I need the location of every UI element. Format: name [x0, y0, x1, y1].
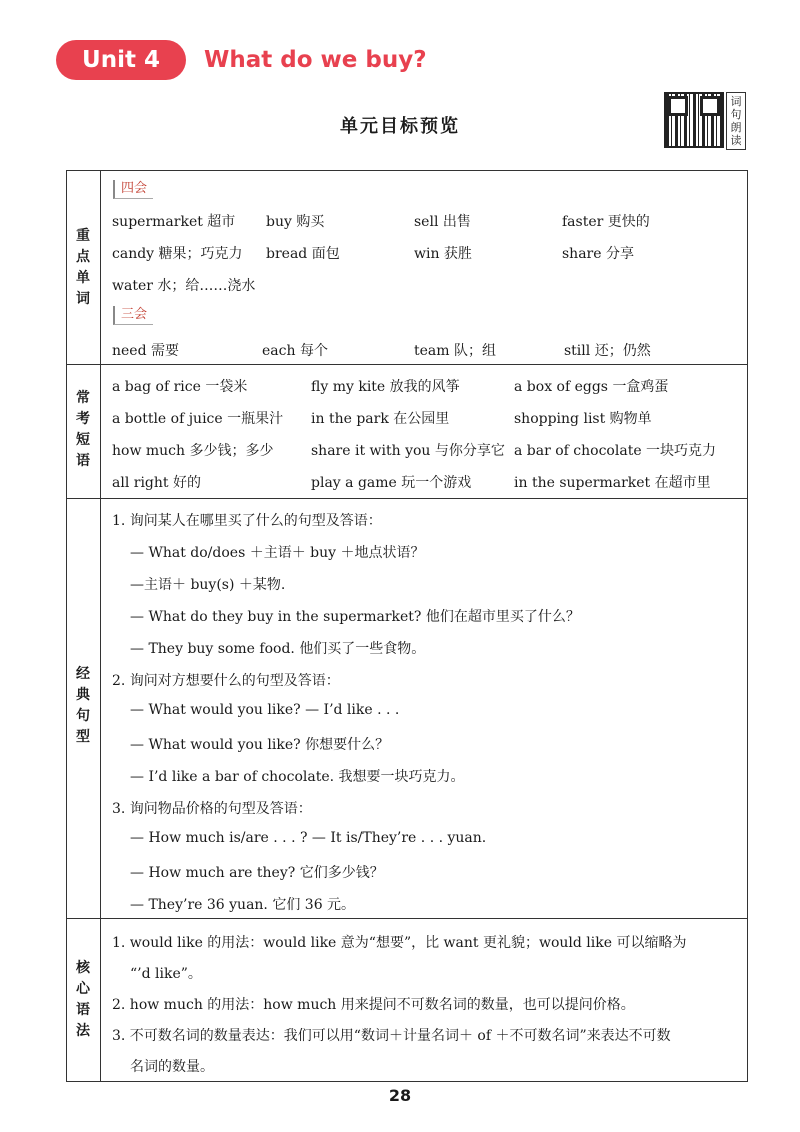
- sentence-heading: 3. 询问物品价格的句型及答语：: [112, 801, 312, 817]
- section-title: 单元目标预览: [340, 116, 460, 137]
- unit-title: What do we buy?: [204, 47, 427, 73]
- phrase-item: all right 好的: [112, 475, 201, 491]
- sentence-line: — What do they buy in the supermarket? 他们在超市里买了什么？: [130, 609, 580, 625]
- word-item: win 获胜: [414, 246, 472, 262]
- word-item: candy 糖果；巧克力: [112, 246, 243, 262]
- sentence-line: — What would you like? — I’d like . . .: [130, 702, 400, 718]
- column-divider: [100, 170, 101, 1082]
- word-item: water 水；给……浇水: [112, 278, 256, 294]
- phrase-item: a box of eggs 一盒鸡蛋: [514, 379, 669, 395]
- row-label-key-words: 重点单词: [76, 228, 90, 307]
- phrase-item: in the park 在公园里: [311, 411, 450, 427]
- page-number: 28: [388, 1086, 412, 1105]
- level3-tag: 三会: [113, 306, 153, 325]
- word-item: still 还；仍然: [564, 343, 651, 359]
- row-divider: [66, 364, 748, 365]
- phrase-item: shopping list 购物单: [514, 411, 652, 427]
- qr-label: 词句朗读: [726, 92, 746, 150]
- sentence-line: — What do/does ＋主语＋ buy ＋地点状语？: [130, 545, 425, 561]
- word-item: sell 出售: [414, 214, 471, 230]
- row-label-sentences: 经典句型: [76, 666, 90, 745]
- phrase-item: a bottle of juice 一瓶果汁: [112, 411, 284, 427]
- phrase-item: how much 多少钱；多少: [112, 443, 274, 459]
- word-item: share 分享: [562, 246, 634, 262]
- sentence-line: — How much are they? 它们多少钱？: [130, 865, 384, 881]
- unit-badge: Unit 4: [56, 40, 186, 80]
- phrase-item: in the supermarket 在超市里: [514, 475, 711, 491]
- sentence-heading: 2. 询问对方想要什么的句型及答语：: [112, 673, 340, 689]
- grammar-line: 1. would like 的用法：would like 意为“想要”，比 want 更礼貌；would like 可以缩略为: [112, 935, 687, 951]
- phrase-item: share it with you 与你分享它: [311, 443, 505, 459]
- sentence-line: — How much is/are . . . ? — It is/They’re . . . yuan.: [130, 830, 487, 846]
- word-item: team 队；组: [414, 343, 496, 359]
- level4-tag: 四会: [113, 180, 153, 199]
- phrase-item: a bag of rice 一袋米: [112, 379, 248, 395]
- word-item: bread 面包: [266, 246, 340, 262]
- grammar-line: 3. 不可数名词的数量表达：我们可以用“数词＋计量名词＋ of ＋不可数名词”来表达不可数: [112, 1028, 671, 1044]
- sentence-line: —主语＋ buy(s) ＋某物.: [130, 577, 286, 593]
- word-item: buy 购买: [266, 214, 325, 230]
- grammar-line: 名词的数量。: [130, 1059, 214, 1075]
- phrase-item: play a game 玩一个游戏: [311, 475, 472, 491]
- phrase-item: fly my kite 放我的风筝: [311, 379, 460, 395]
- phrase-item: a bar of chocolate 一块巧克力: [514, 443, 717, 459]
- sentence-line: — I’d like a bar of chocolate. 我想要一块巧克力。: [130, 769, 465, 785]
- qr-code-icon[interactable]: [664, 92, 724, 148]
- sentence-line: — They’re 36 yuan. 它们 36 元。: [130, 897, 356, 913]
- sentence-heading: 1. 询问某人在哪里买了什么的句型及答语：: [112, 513, 382, 529]
- sentence-line: — They buy some food. 他们买了一些食物。: [130, 641, 426, 657]
- word-item: supermarket 超市: [112, 214, 236, 230]
- grammar-line: 2. how much 的用法：how much 用来提问不可数名词的数量，也可以提问价格。: [112, 997, 635, 1013]
- word-item: need 需要: [112, 343, 179, 359]
- row-label-phrases: 常考短语: [76, 390, 90, 469]
- row-label-grammar: 核心语法: [76, 960, 90, 1039]
- row-divider: [66, 918, 748, 919]
- grammar-line: “’d like”。: [130, 966, 202, 982]
- word-item: faster 更快的: [562, 214, 650, 230]
- row-divider: [66, 498, 748, 499]
- word-item: each 每个: [262, 343, 328, 359]
- sentence-line: — What would you like? 你想要什么？: [130, 737, 390, 753]
